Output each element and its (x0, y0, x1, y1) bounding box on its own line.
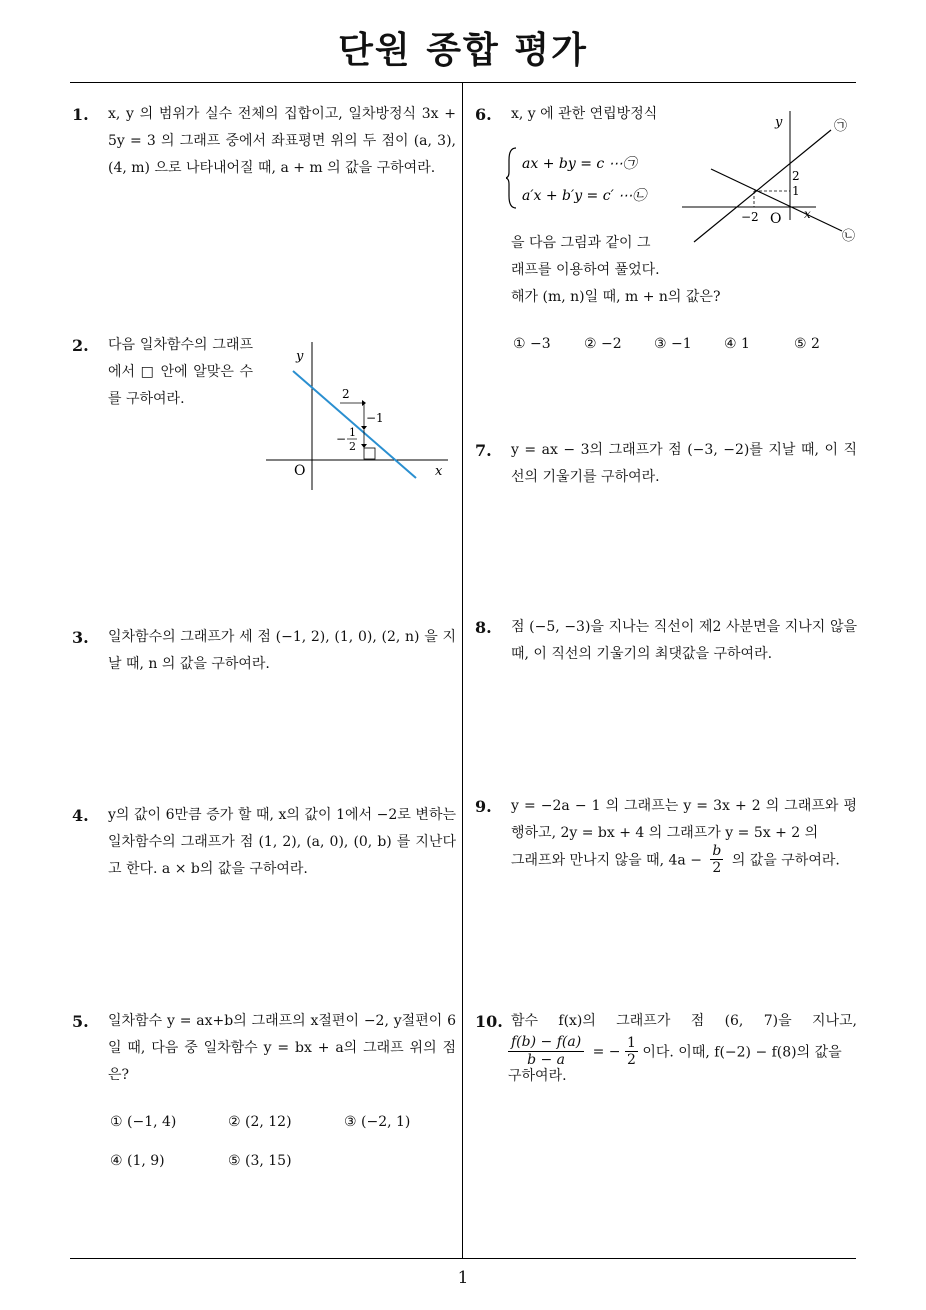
question-line: 해가 (m, n)일 때, m + n의 값은? (511, 289, 721, 305)
question-text: 구하여라. (508, 1068, 567, 1084)
rise-arrowhead (361, 426, 367, 430)
fraction-difference-quotient (508, 1034, 584, 1069)
question-text: y의 값이 6만큼 증가 할 때, x의 값이 1에서 −2로 변하는 일차함수의 그래프가 점 (1, 2), (a, 0), (0, b) 를 지난다고 한다. a × b의 값을 구하여라. (108, 807, 456, 877)
tick-1: 1 (792, 184, 800, 198)
question-9-line-3 (511, 843, 840, 876)
choice-3[interactable]: ③ (−2, 1) (344, 1114, 411, 1130)
question-text: 다음 일차함수의 그래프에서 □ 안에 알맞은 수를 구하여라. (108, 337, 253, 407)
choice-2[interactable]: ② −2 (584, 336, 622, 352)
question-text: 점 (−5, −3)을 지나는 직선이 제2 사분면을 지나지 않을 때, 이 직선의 기울기의 최댓값을 구하여라. (511, 619, 857, 662)
line-1 (694, 130, 831, 242)
origin-label: O (770, 211, 782, 227)
fraction-one-half (625, 1035, 638, 1068)
answer-box (364, 448, 375, 459)
y-label: y (775, 115, 783, 130)
fraction-b-over-2 (710, 843, 723, 876)
column-divider (462, 82, 463, 1258)
choice-4[interactable]: ④ (1, 9) (110, 1153, 165, 1169)
question-text: y = −2a − 1 의 그래프는 y = 3x + 2 의 그래프와 평행하고, 2y = bx + 4 의 그래프가 y = 5x + 2 의 (511, 798, 857, 841)
neg-sign: − (336, 432, 347, 446)
question-text: 함수 f(x)의 그래프가 점 (6, 7)을 지나고, (511, 1013, 857, 1029)
question-number: 4. (72, 806, 89, 825)
rise-label: −1 (366, 411, 384, 425)
run-label: 2 (342, 387, 350, 401)
equation-1: ax + by = c ⋯㉠ (522, 156, 637, 172)
bottom-divider (70, 1258, 856, 1259)
question-text: y = ax − 3의 그래프가 점 (−3, −2)를 지날 때, 이 직선의 기울기를 구하여라. (511, 442, 857, 485)
fraction-numerator: b (712, 843, 722, 859)
x-label: x (804, 207, 811, 221)
fraction-denominator: b − a (527, 1052, 566, 1068)
fraction-denominator: 2 (626, 1052, 636, 1068)
page-title: 단원 종합 평가 (338, 30, 588, 71)
question-text: x, y 의 범위가 실수 전체의 집합이고, 일차방정식 3x + 5y = 3 의 그래프 중에서 좌표평면 위의 두 점이 (a, 3), (4, m) 으로 나타내어질 때, a + m 의 값을 구하여라. (108, 106, 456, 176)
question-number: 5. (72, 1012, 89, 1031)
origin-label: O (294, 463, 306, 479)
choice-3[interactable]: ③ −1 (654, 336, 692, 352)
choice-1[interactable]: ① (−1, 4) (110, 1114, 177, 1130)
top-divider (70, 82, 856, 83)
equation-2: a′x + b′y = c′ ⋯㉡ (522, 188, 647, 204)
question-line: 래프를 이용하여 풀었다. (511, 262, 660, 278)
question-text: 이다. 이때, f(−2) − f(8)의 값을 (642, 1044, 842, 1061)
question-number: 6. (475, 105, 492, 124)
graph-line (293, 371, 416, 478)
equation-system (506, 142, 676, 214)
question-number: 1. (72, 105, 89, 124)
y-label: y (296, 349, 304, 364)
question-text: 그래프와 만나지 않을 때, 4a − (511, 852, 702, 869)
half-denominator: 2 (349, 440, 356, 453)
question-intro: x, y 에 관한 연립방정식 (511, 106, 658, 122)
tick-2: 2 (792, 169, 800, 183)
choice-4[interactable]: ④ 1 (724, 336, 750, 352)
line-2-label: ㉡ (842, 229, 856, 244)
x-label: x (435, 464, 443, 479)
half-numerator: 1 (349, 426, 356, 439)
choice-5[interactable]: ⑤ (3, 15) (228, 1153, 292, 1169)
fraction-numerator: f(b) − f(a) (508, 1034, 584, 1052)
equals-minus: = − (592, 1043, 621, 1060)
system-brace (506, 148, 516, 208)
question-number: 3. (72, 628, 89, 647)
question-number: 2. (72, 336, 89, 355)
question-number: 10. (475, 1012, 503, 1031)
page-number: 1 (457, 1268, 469, 1288)
line-1-label: ㉠ (834, 119, 848, 134)
choice-2[interactable]: ② (2, 12) (228, 1114, 292, 1130)
choice-5[interactable]: ⑤ 2 (794, 336, 820, 352)
choice-1[interactable]: ① −3 (513, 336, 551, 352)
question-number: 9. (475, 797, 492, 816)
question-number: 8. (475, 618, 492, 637)
question-line: 을 다음 그림과 같이 그 (511, 235, 651, 251)
fraction-denominator: 2 (712, 860, 722, 876)
question-10-line-2 (508, 1034, 842, 1069)
half-arrowhead (361, 444, 367, 448)
question-text: 일차함수의 그래프가 세 점 (−1, 2), (1, 0), (2, n) 을 지날 때, n 의 값을 구하여라. (108, 629, 456, 672)
question-2-graph (262, 340, 452, 492)
tick-minus-2: −2 (741, 210, 759, 224)
question-number: 7. (475, 441, 492, 460)
question-6-graph (676, 106, 866, 246)
fraction-numerator: 1 (626, 1035, 636, 1051)
question-text: 의 값을 구하여라. (731, 852, 840, 869)
question-text: 일차함수 y = ax+b의 그래프의 x절편이 −2, y절편이 6일 때, 다음 중 일차함수 y = bx + a의 그래프 위의 점은? (108, 1013, 456, 1083)
